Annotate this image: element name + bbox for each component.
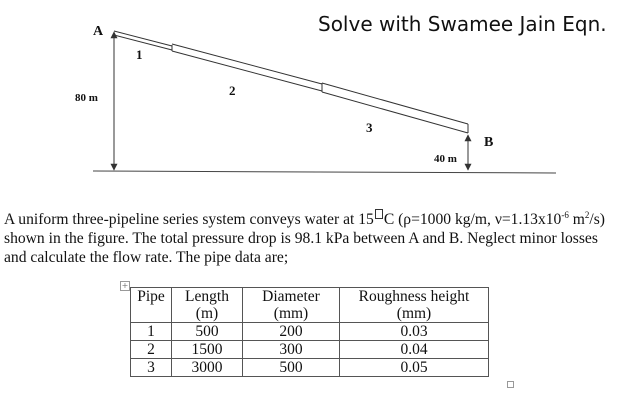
problem-part-4: /s) shown in the figure. The total pressure drop is 98.1 kPa between A and B. Neglect minor losses and calculate the flow rate. The pipe data are; [4, 211, 605, 266]
cell-pipe: 1 [131, 323, 172, 341]
table-header-row [131, 288, 489, 323]
pipe-1 [114, 31, 172, 51]
headline: Solve with Swamee Jain Eqn. [318, 12, 607, 36]
degree-box-glyph [375, 209, 383, 219]
cell-diameter: 500 [243, 359, 340, 377]
cell-length: 500 [172, 323, 243, 341]
pipe-3-label: 3 [366, 120, 373, 135]
problem-part-2: C (ρ=1000 kg/m, ν=1.13x10 [383, 211, 562, 228]
table-move-handle-icon[interactable]: + [121, 281, 129, 290]
point-b-label: B [484, 135, 494, 150]
pipe-3 [322, 83, 468, 133]
cell-diameter: 300 [243, 341, 340, 359]
table-row [131, 359, 489, 377]
pipe-1-label: 1 [136, 47, 143, 62]
cell-length: 1500 [172, 341, 243, 359]
height-a-label: 80 m [75, 92, 98, 104]
header-length: Length (m) [172, 288, 243, 323]
header-pipe: Pipe [131, 288, 172, 323]
problem-part-3: m [568, 211, 585, 228]
cell-roughness: 0.04 [340, 341, 489, 359]
header-diameter: Diameter (mm) [243, 288, 340, 323]
cell-roughness: 0.03 [340, 323, 489, 341]
cell-pipe: 2 [131, 341, 172, 359]
cell-length: 3000 [172, 359, 243, 377]
point-a-label: A [93, 24, 104, 39]
table-resize-handle[interactable] [507, 381, 514, 388]
problem-statement [4, 209, 612, 267]
cell-pipe: 3 [131, 359, 172, 377]
exponent: -6 [561, 210, 569, 220]
table-row [131, 323, 489, 341]
table-row [131, 341, 489, 359]
cell-roughness: 0.05 [340, 359, 489, 377]
problem-part-1: A uniform three-pipeline series system conveys water at 15 [4, 211, 374, 228]
cell-diameter: 200 [243, 323, 340, 341]
pipe-2 [172, 44, 322, 92]
header-roughness: Roughness height (mm) [340, 288, 489, 323]
ground-line [93, 171, 556, 173]
pipe-data-table [130, 287, 489, 377]
height-b-label: 40 m [434, 153, 457, 165]
pipe-2-label: 2 [229, 83, 236, 98]
exponent-2: 2 [584, 210, 590, 220]
